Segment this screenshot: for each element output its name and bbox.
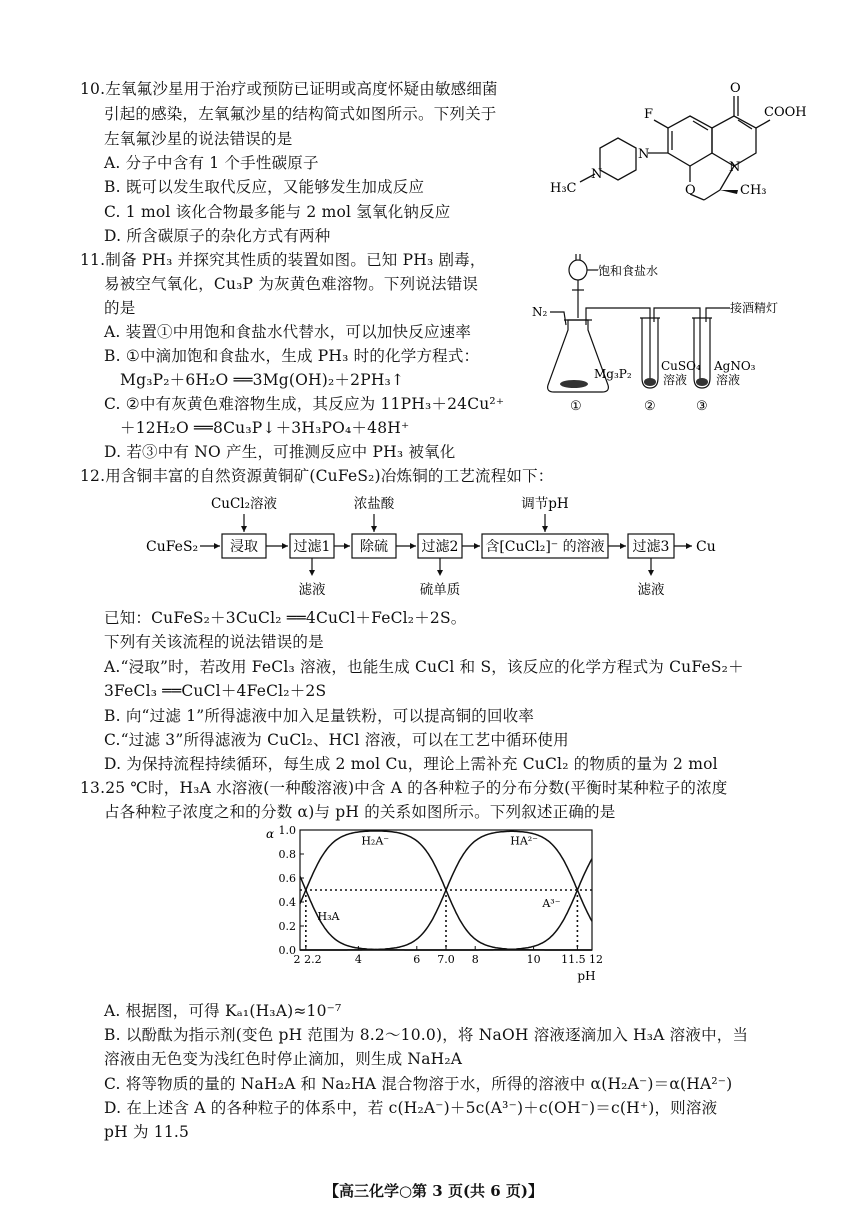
x-axis-label: pH [577,969,596,983]
y-tick-label: 1.0 [278,824,296,837]
x-tick-label: 12 [589,953,603,966]
y-axis-label: α [266,827,275,841]
q11-option-c: C. ②中有灰黄色难溶物生成，其反应为 11PH₃＋24Cu²⁺ [104,395,505,413]
q11-line-3: 的是 [104,299,136,317]
y-tick-label: 0.8 [278,848,296,861]
q13-option-b-cont: 溶液由无色变为浅红色时停止滴加，则生成 NaH₂A [104,1050,463,1068]
flow-box-filter3-label: 过滤3 [632,539,670,555]
q12-ask: 下列有关该流程的说法错误的是 [104,633,324,651]
q12-option-b: B. 向“过滤 1”所得滤液中加入足量铁粉，可以提高铜的回收率 [104,707,535,725]
ph3-apparatus-diagram [530,250,800,415]
q10-option-b: B. 既可以发生取代反应，又能够发生加成反应 [104,178,425,196]
q13-line-1: 13.25 ℃时，H₃A 水溶液(一种酸溶液)中含 A 的各种粒子的分布分数(平衡时某种粒子的浓度 [80,779,728,797]
q12-option-c: C.“过滤 3”所得滤液为 CuCl₂、HCl 溶液，可以在工艺中循环使用 [104,731,569,749]
x-tick-label: 2 [293,953,301,966]
mg3p2-label: Mg₃P₂ [594,367,632,381]
flow-box-filter2-label: 过滤2 [421,539,459,555]
q13-line-2: 占各种粒子浓度之和的分数 α)与 pH 的关系如图所示。下列叙述正确的是 [104,803,616,821]
q10-line-3: 左氧氟沙星的说法错误的是 [104,130,293,148]
cuso4-label: CuSO₄ [661,359,701,373]
flow-box-solution-label: 含[CuCl₂]⁻ 的溶液 [485,539,605,555]
q13-option-a: A. 根据图，可得 Kₐ₁(H₃A)≈10⁻⁷ [104,1002,342,1020]
q10-option-a: A. 分子中含有 1 个手性碳原子 [104,154,319,172]
q11-option-d: D. 若③中有 NO 产生，可推测反应中 PH₃ 被氧化 [104,443,456,461]
flow-end: Cu [696,539,716,555]
x-tick-label: 10 [526,953,541,966]
flow-input-ph: 调节pH [521,496,569,512]
device-2-label: ② [644,399,656,414]
distribution-fraction-chart [262,822,612,994]
device-3-label: ③ [696,399,708,414]
structure-n3-label: N [729,160,741,175]
levofloxacin-structure [540,78,807,208]
flow-input-hcl: 浓盐酸 [353,496,395,512]
q12-known: 已知：CuFeS₂＋3CuCl₂ ══4CuCl＋FeCl₂＋2S。 [104,609,467,627]
flow-box-filter1-label: 过滤1 [293,539,331,555]
q10-option-c: C. 1 mol 该化合物最多能与 2 mol 氢氧化钠反应 [104,203,451,221]
y-tick-label: 0.4 [278,896,296,909]
flow-input-cucl2: CuCl₂溶液 [210,496,278,512]
structure-me2-label: CH₃ [740,183,767,198]
q10-line-1: 10.左氧氟沙星用于治疗或预防已证明或高度怀疑由敏感细菌 [80,80,498,98]
q11-line-2: 易被空气氧化，Cu₃P 为灰黄色难溶物。下列说法错误 [104,275,479,293]
flow-output-sulfur: 硫单质 [419,582,461,598]
flow-output-filtrate3: 滤液 [637,582,665,598]
page-footer: 【高三化学○第 3 页(共 6 页)】 [323,1182,544,1200]
structure-o2-label: O [685,183,696,198]
q11-line-1: 11.制备 PH₃ 并探究其性质的装置如图。已知 PH₃ 剧毒， [80,251,486,269]
q11-option-c-eq: ＋12H₂O ══8Cu₃P↓＋3H₃PO₄＋48H⁺ [120,419,410,437]
y-tick-label: 0.6 [278,872,296,885]
cuso4-solution-label: 溶液 [663,373,688,387]
q11-option-b-eq: Mg₃P₂＋6H₂O ══3Mg(OH)₂＋2PH₃↑ [120,371,405,389]
agno3-label: AgNO₃ [714,359,756,373]
x-tick-label: 2.2 [304,953,322,966]
q10-option-d: D. 所含碳原子的杂化方式有两种 [104,227,331,245]
structure-n2-label: N [591,167,603,182]
x-tick-label: 7.0 [437,953,455,966]
structure-me1-label: H₃C [550,181,577,196]
device-1-label: ① [570,399,582,414]
series-label: HA²⁻ [510,834,539,848]
q13-option-b: B. 以酚酞为指示剂(变色 pH 范围为 8.2～10.0)，将 NaOH 溶液逐滴加入 H₃A 溶液中，当 [104,1026,749,1044]
flow-start: CuFeS₂ [146,539,199,555]
n2-inlet-label: N₂ [532,305,548,319]
q12-intro: 12.用含铜丰富的自然资源黄铜矿(CuFeS₂)冶炼铜的工艺流程如下： [80,467,554,485]
alcohol-lamp-label: 接酒精灯 [730,301,779,315]
q13-option-d: D. 在上述含 A 的各种粒子的体系中，若 c(H₂A⁻)＋5c(A³⁻)＋c(OH⁻)＝c(H⁺)，则溶液 [104,1099,718,1117]
brine-label: 饱和食盐水 [598,264,659,278]
x-tick-label: 6 [413,953,421,966]
q11-option-a: A. 装置①中用饱和食盐水代替水，可以加快反应速率 [104,323,472,341]
flow-output-filtrate1: 滤液 [298,582,326,598]
x-tick-label: 8 [471,953,479,966]
agno3-solution-label: 溶液 [716,373,741,387]
series-label: H₂A⁻ [361,834,390,848]
q12-option-a-eq: 3FeCl₃ ══CuCl＋4FeCl₂＋2S [104,682,327,700]
structure-cooh-label: COOH [764,105,807,120]
y-tick-label: 0.2 [278,920,296,933]
x-tick-label: 11.5 [561,953,586,966]
q10-line-2: 引起的感染，左氧氟沙星的结构简式如图所示。下列关于 [104,105,497,123]
series-label: H₃A [317,910,340,923]
structure-n1-label: N [638,147,650,162]
q12-option-a: A.“浸取”时，若改用 FeCl₃ 溶液，也能生成 CuCl 和 S，该反应的化学方程式为 CuFeS₂＋ [104,658,744,676]
structure-f-label: F [644,107,654,122]
series-label: A³⁻ [542,896,561,910]
y-tick-label: 0.0 [278,944,296,957]
structure-o-label: O [730,81,741,96]
x-tick-label: 4 [354,953,362,966]
q13-option-d-cont: pH 为 11.5 [104,1123,190,1141]
flow-box-leach-label: 浸取 [230,539,258,555]
copper-process-flowchart [140,490,740,602]
q13-option-c: C. 将等物质的量的 NaH₂A 和 Na₂HA 混合物溶于水，所得的溶液中 α(H₂A⁻)＝α(HA²⁻) [104,1075,733,1093]
q11-option-b: B. ①中滴加饱和食盐水，生成 PH₃ 时的化学方程式： [104,347,480,365]
flow-box-desulfur-label: 除硫 [360,539,388,555]
q12-option-d: D. 为保持流程持续循环，每生成 2 mol Cu，理论上需补充 CuCl₂ 的物质的量为 2 mol [104,755,718,773]
